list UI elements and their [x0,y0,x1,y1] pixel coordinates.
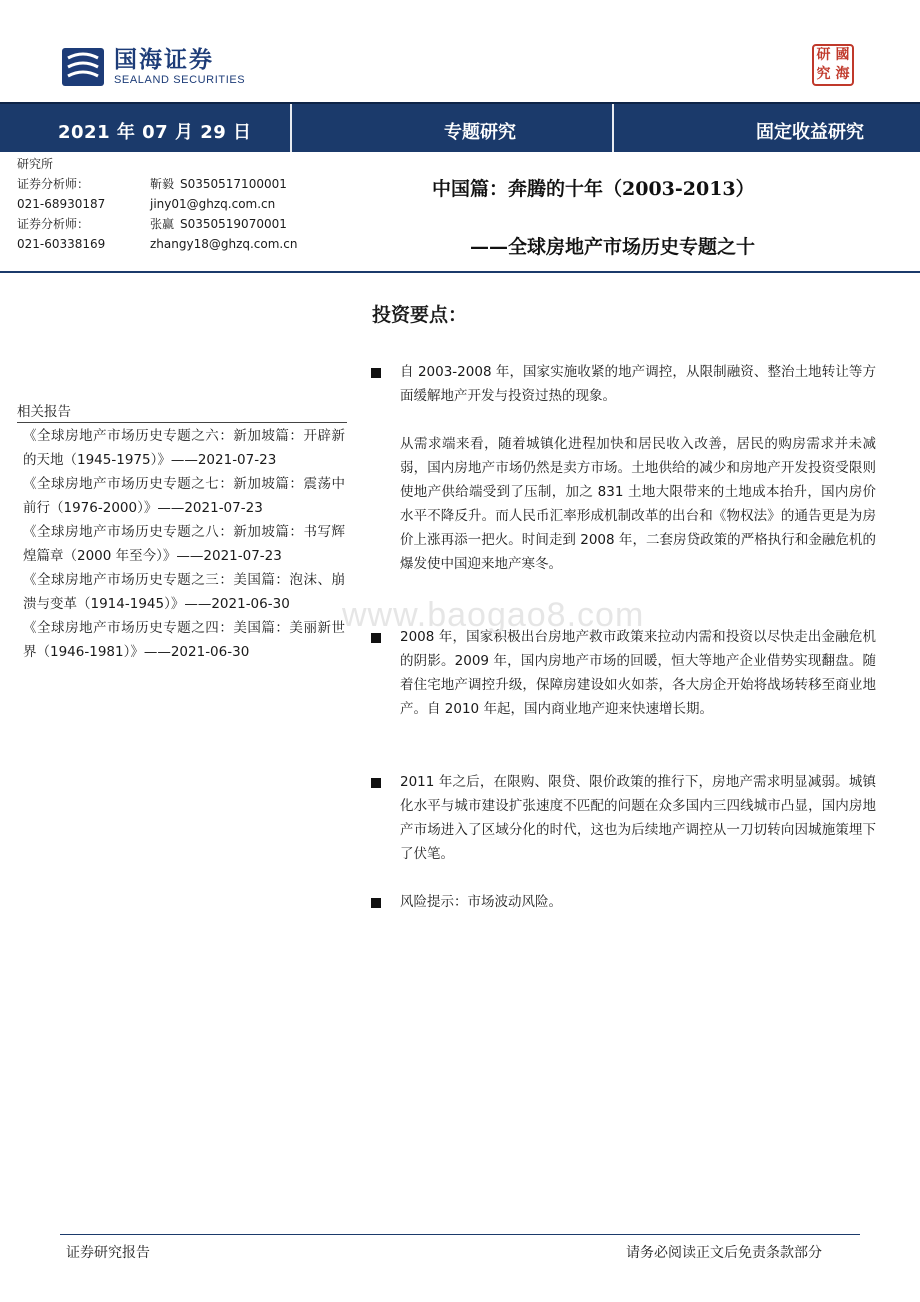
analyst-cert: S0350519070001 [180,217,287,231]
analyst-row [17,174,297,194]
analyst-info [17,154,297,254]
report-date: 2021 年 07 月 29 日 [58,122,252,143]
seal-char: 究 [816,66,831,82]
footer-divider [60,1234,860,1235]
report-category: 固定收益研究 [756,122,864,143]
seal-char: 海 [835,66,850,82]
related-report-item[interactable]: 《全球房地产市场历史专题之三：美国篇：泡沫、崩溃与变革（1914-1945）》——2021-06-30 [23,572,345,612]
report-title: 中国篇：奔腾的十年（2003-2013） [432,178,755,200]
sealand-logo-icon [62,46,104,88]
research-org: 研究所 [17,157,54,171]
investment-point: 2008 年，国家积极出台房地产救市政策来拉动内需和投资以尽快走出金融危机的阴影。2009 年，国内房地产市场的回暖，恒大等地产企业借势实现翻盘。随着住宅地产调控升级，保障房建设如火如荼，各大房企开始将战场转移至商业地产。自 2010 年起，国内商业地产迎来快速增长期。 [400,629,876,717]
analyst-row [17,194,297,214]
bullet-icon [371,898,381,908]
bullet-icon [371,778,381,788]
report-subtitle: ——全球房地产市场历史专题之十 [470,236,756,258]
analyst-row [17,234,297,254]
watermark: www.baogao8.com [342,596,645,634]
logo-english-name: SEALAND SECURITIES [114,74,246,86]
investment-point-detail: 从需求端来看，随着城镇化进程加快和居民收入改善，居民的购房需求并未减弱，国内房地产市场仍然是卖方市场。土地供给的减少和房地产开发投资受限则使地产供给端受到了压制，加之 831 土地大限带来的土地成本抬升，国内房价水平不降反升。而人民币汇率形成机制改革的出台和《物权法》的通告更是为房价上涨再添一把火。时间走到 2008 年，二套房贷政策的严格执行和金融危机的爆发使中国迎来地产寒冬。 [400,436,876,572]
header-divider [0,271,920,273]
analyst-row [17,214,297,234]
analyst-name: 靳毅 [150,177,175,191]
report-type: 专题研究 [444,122,516,143]
banner-divider [612,104,614,154]
seal-char: 國 [835,47,850,63]
investment-heading: 投资要点： [372,304,468,326]
related-reports-list [23,424,345,664]
analyst-email[interactable]: jiny01@ghzq.com.cn [150,197,276,211]
analyst-phone: 021-60338169 [17,237,106,251]
analyst-name: 张赢 [150,217,175,231]
footer-label: 证券研究报告 [66,1245,150,1261]
header-banner [0,102,920,152]
related-report-item[interactable]: 《全球房地产市场历史专题之四：美国篇：美丽新世界（1946-1981）》——2021-06-30 [23,620,345,660]
analyst-role: 证券分析师： [17,177,90,191]
footer-disclaimer: 请务必阅读正文后免责条款部分 [626,1245,822,1261]
analyst-phone: 021-68930187 [17,197,106,211]
related-reports-heading: 相关报告 [17,404,71,420]
company-logo [62,46,245,88]
related-report-item[interactable]: 《全球房地产市场历史专题之八：新加坡篇：书写辉煌篇章（2000 年至今）》——2021-07-23 [23,524,345,564]
seal-char: 研 [816,47,831,63]
risk-warning: 风险提示：市场波动风险。 [400,894,562,910]
analyst-email[interactable]: zhangy18@ghzq.com.cn [150,237,298,251]
analyst-cert: S0350517100001 [180,177,287,191]
logo-chinese-name: 国海证券 [114,47,214,73]
analyst-role: 证券分析师： [17,217,90,231]
investment-point: 2011 年之后，在限购、限贷、限价政策的推行下，房地产需求明显减弱。城镇化水平与城市建设扩张速度不匹配的问题在众多国内三四线城市凸显，国内房地产市场进入了区域分化的时代，这也为后续地产调控从一刀切转向因城施策埋下了伏笔。 [400,774,876,862]
investment-point: 自 2003-2008 年，国家实施收紧的地产调控，从限制融资、整治土地转让等方面缓解地产开发与投资过热的现象。 [400,364,876,404]
related-divider [17,422,347,423]
related-report-item[interactable]: 《全球房地产市场历史专题之六：新加坡篇：开辟新的天地（1945-1975）》——2021-07-23 [23,428,345,468]
related-report-item[interactable]: 《全球房地产市场历史专题之七：新加坡篇：震荡中前行（1976-2000）》——2021-07-23 [23,476,345,516]
bullet-icon [371,368,381,378]
banner-divider [290,104,292,154]
research-seal [812,44,854,86]
